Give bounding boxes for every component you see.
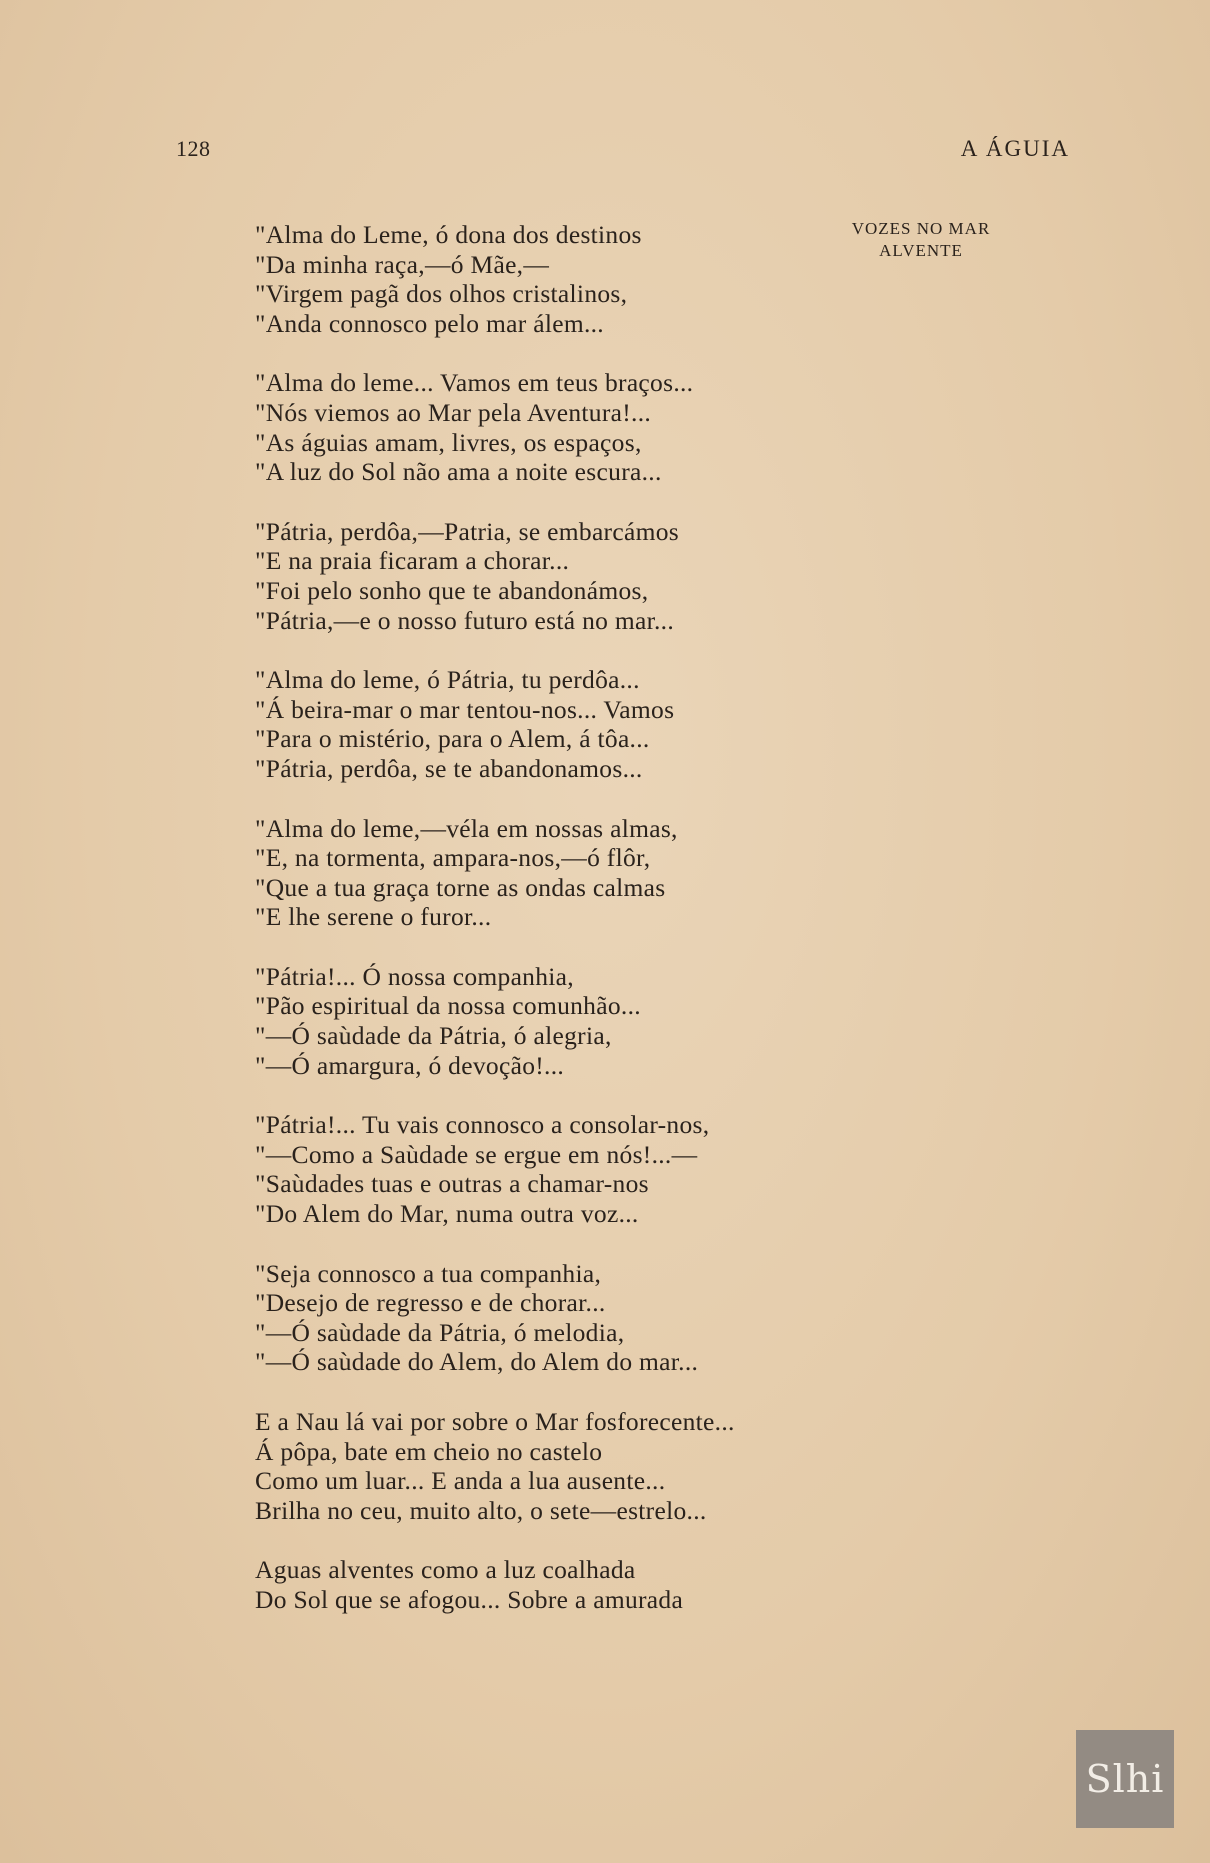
verse-line: Brilha no ceu, muito alto, o sete—estrelo... [255,1495,707,1525]
verse-line: "—Ó saùdade da Pátria, ó alegria, [255,1021,612,1051]
stanza [255,1555,955,1614]
verse-line: "Da minha raça,—ó Mãe,— [255,249,550,279]
verse-line: "Alma do leme,—véla em nossas almas, [255,813,678,843]
verse-line: "Anda connosco pelo mar álem... [255,308,604,338]
verse-line: "—Ó amargura, ó devoção!... [255,1050,565,1080]
verse-line: "Saùdades tuas e outras a chamar-nos [255,1169,649,1199]
verse-line: "Que a tua graça torne as ondas calmas [255,872,666,902]
stanza [255,1259,955,1377]
verse-line: "A luz do Sol não ama a noite escura... [255,457,662,487]
verse-line: "Alma do Leme, ó dona dos destinos [255,220,642,249]
verse-line: "E, na tormenta, ampara-nos,—ó flôr, [255,843,651,873]
stanza [255,368,955,486]
verse-line: "—Como a Saùdade se ergue em nós!...— [255,1139,698,1169]
stanza [255,665,955,783]
verse-line: Do Sol que se afogou... Sobre a amurada [255,1584,684,1614]
verse-line: Como um luar... E anda a lua ausente... [255,1466,666,1496]
verse-line: "Pátria!... Tu vais connosco a consolar-nos, [255,1110,710,1140]
stanza [255,1110,955,1228]
verse-line: "Foi pelo sonho que te abandonámos, [255,575,649,605]
verse-line: "Pátria!... Ó nossa companhia, [255,961,574,991]
verse-line: "As águias amam, livres, os espaços, [255,427,642,457]
verse-line: "Pátria, perdôa,—Patria, se embarcámos [255,516,679,546]
stamp-text: Slhi [1085,1757,1165,1801]
verse-line: "—Ó saùdade do Alem, do Alem do mar... [255,1347,699,1377]
running-title: A ÁGUIA [960,136,1070,161]
verse-line: "Nós viemos ao Mar pela Aventura!... [255,397,652,427]
stanza [255,962,955,1080]
verse-line: "Á beira-mar o mar tentou-nos... Vamos [255,694,675,724]
verse-line: "E lhe serene o furor... [255,902,492,932]
verse-line: "Pão espiritual da nossa comunhão... [255,991,641,1021]
verse-line: "Desejo de regresso e de chorar... [255,1288,606,1318]
verse-line: "—Ó saùdade da Pátria, ó melodia, [255,1317,625,1347]
verse-line: Aguas alventes como a luz coalhada [255,1555,636,1585]
library-stamp-logo [1076,1730,1174,1828]
verse-line: "Para o mistério, para o Alem, á tôa... [255,724,650,754]
verse-line: "Virgem pagã dos olhos cristalinos, [255,279,628,309]
page-number: 128 [176,136,211,161]
side-title-line-2: ALVENTE [879,241,963,260]
stanza [255,220,955,338]
stanza [255,517,955,635]
verse-line: "Seja connosco a tua companhia, [255,1258,602,1288]
verse-line: "Alma do leme, ó Pátria, tu perdôa... [255,665,640,695]
verse-line: E a Nau lá vai por sobre o Mar fosforecente... [255,1407,735,1436]
side-title-line-1: VOZES NO MAR [851,219,991,238]
stanza [255,1407,955,1525]
verse-line: "Alma do leme... Vamos em teus braços... [255,368,694,398]
verse-line: "Do Alem do Mar, numa outra voz... [255,1199,639,1229]
verse-line: "Pátria, perdôa, se te abandonamos... [255,753,643,783]
verse-line: "E na praia ficaram a chorar... [255,546,570,576]
verse-line: Á pôpa, bate em cheio no castelo [255,1436,603,1466]
verse-line: "Pátria,—e o nosso futuro está no mar... [255,605,675,635]
poem-body [255,220,955,1645]
stanza [255,814,955,932]
